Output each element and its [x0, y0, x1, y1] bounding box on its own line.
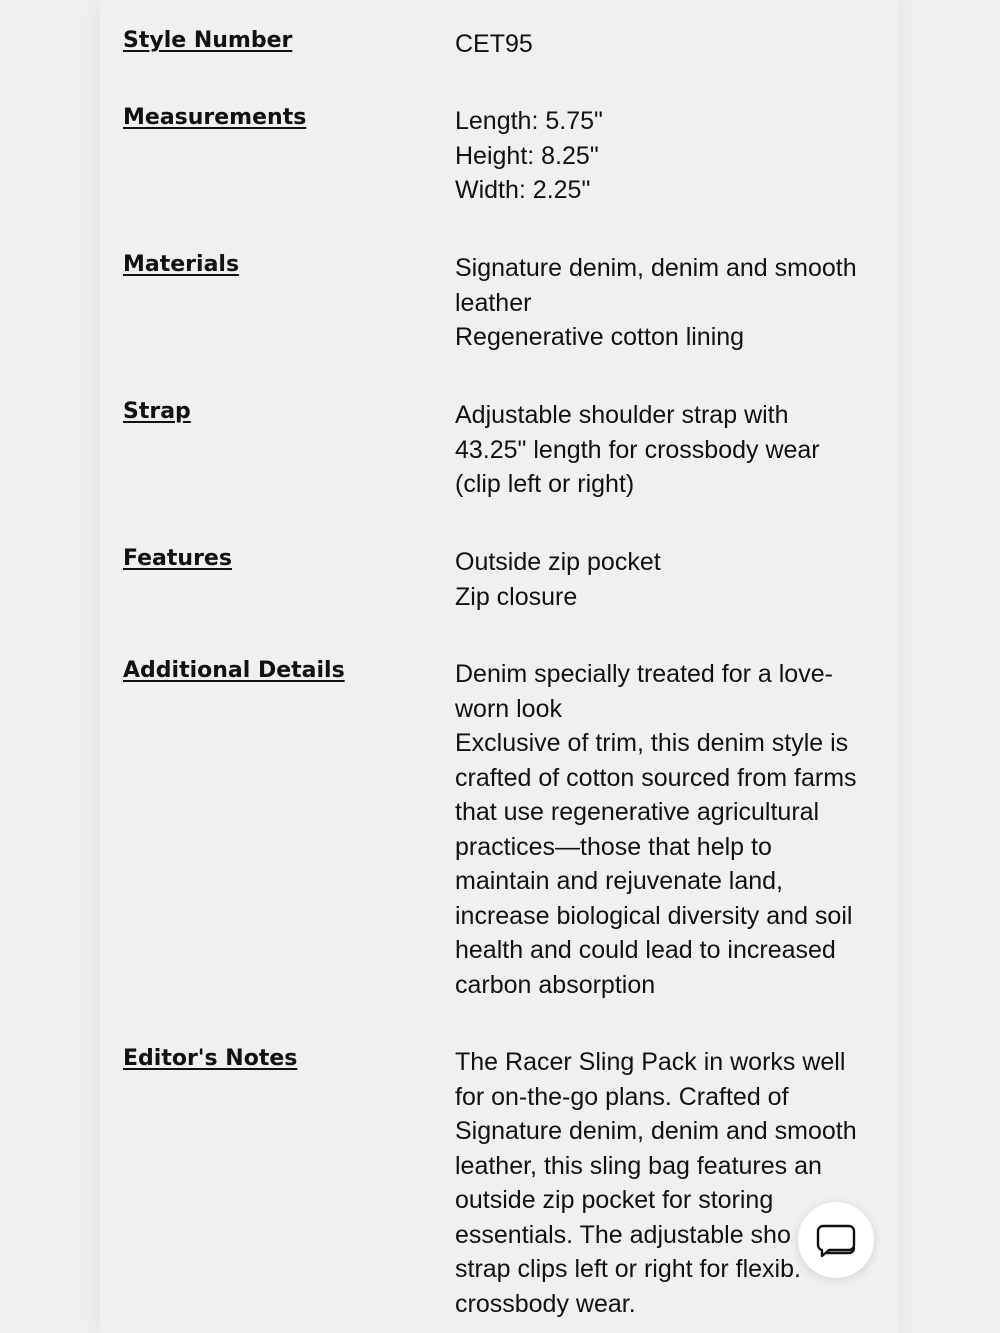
detail-line: leather — [455, 288, 532, 317]
detail-line: maintain and rejuvenate land, — [455, 867, 784, 895]
detail-line: essentials. The adjustable sho — [455, 1220, 791, 1249]
detail-line: Denim specially treated for a love- — [455, 660, 833, 688]
chat-button[interactable] — [798, 1202, 874, 1278]
detail-line: carbon absorption — [455, 970, 656, 999]
detail-line: Outside zip pocket — [455, 548, 661, 576]
detail-label-style-number: Style Number — [123, 28, 293, 53]
chat-bubble-icon — [815, 1220, 857, 1260]
detail-line: Regenerative cotton lining — [455, 323, 745, 351]
detail-line: CET95 — [455, 30, 533, 58]
detail-line: Width: 2.25" — [455, 176, 591, 204]
detail-line: that use regenerative agricultural — [455, 798, 820, 826]
detail-line: health and could lead to increased — [455, 936, 836, 964]
detail-line: Zip closure — [455, 582, 578, 611]
detail-value-style-number — [455, 27, 885, 62]
detail-line: Length: 5.75" — [455, 107, 603, 135]
detail-line: leather, this sling bag features an — [455, 1151, 822, 1180]
detail-value-features — [455, 545, 885, 614]
product-details-panel — [100, 0, 898, 1333]
detail-line: Adjustable shoulder strap with — [455, 401, 789, 429]
detail-line: (clip left or right) — [455, 470, 635, 498]
detail-label-features: Features — [123, 546, 232, 571]
detail-value-editors-notes — [455, 1045, 885, 1321]
detail-value-strap — [455, 398, 885, 502]
detail-line: Exclusive of trim, this denim style is — [455, 729, 849, 757]
detail-line: for on-the-go plans. Crafted of — [455, 1082, 789, 1111]
detail-line: 43.25" length for crossbody wear — [455, 435, 820, 464]
detail-line: worn look — [455, 694, 562, 723]
detail-line: crossbody wear. — [455, 1289, 636, 1318]
detail-line: strap clips left or right for flexib. — [455, 1255, 801, 1283]
detail-value-measurements — [455, 104, 885, 208]
detail-label-measurements: Measurements — [123, 105, 307, 130]
detail-line: Signature denim, denim and smooth — [455, 254, 857, 282]
detail-label-additional-details: Additional Details — [123, 658, 345, 683]
detail-line: crafted of cotton sourced from farms — [455, 763, 857, 792]
detail-line: practices—those that help to — [455, 832, 772, 861]
detail-line: Height: 8.25" — [455, 141, 599, 170]
detail-label-materials: Materials — [123, 252, 240, 277]
detail-value-additional-details — [455, 657, 885, 1002]
detail-line: The Racer Sling Pack in works well — [455, 1048, 846, 1076]
detail-value-materials — [455, 251, 885, 355]
detail-line: Signature denim, denim and smooth — [455, 1117, 857, 1145]
detail-label-strap: Strap — [123, 399, 191, 424]
detail-line: increase biological diversity and soil — [455, 901, 853, 930]
detail-line: outside zip pocket for storing — [455, 1186, 774, 1214]
detail-label-editors-notes: Editor's Notes — [123, 1046, 298, 1071]
